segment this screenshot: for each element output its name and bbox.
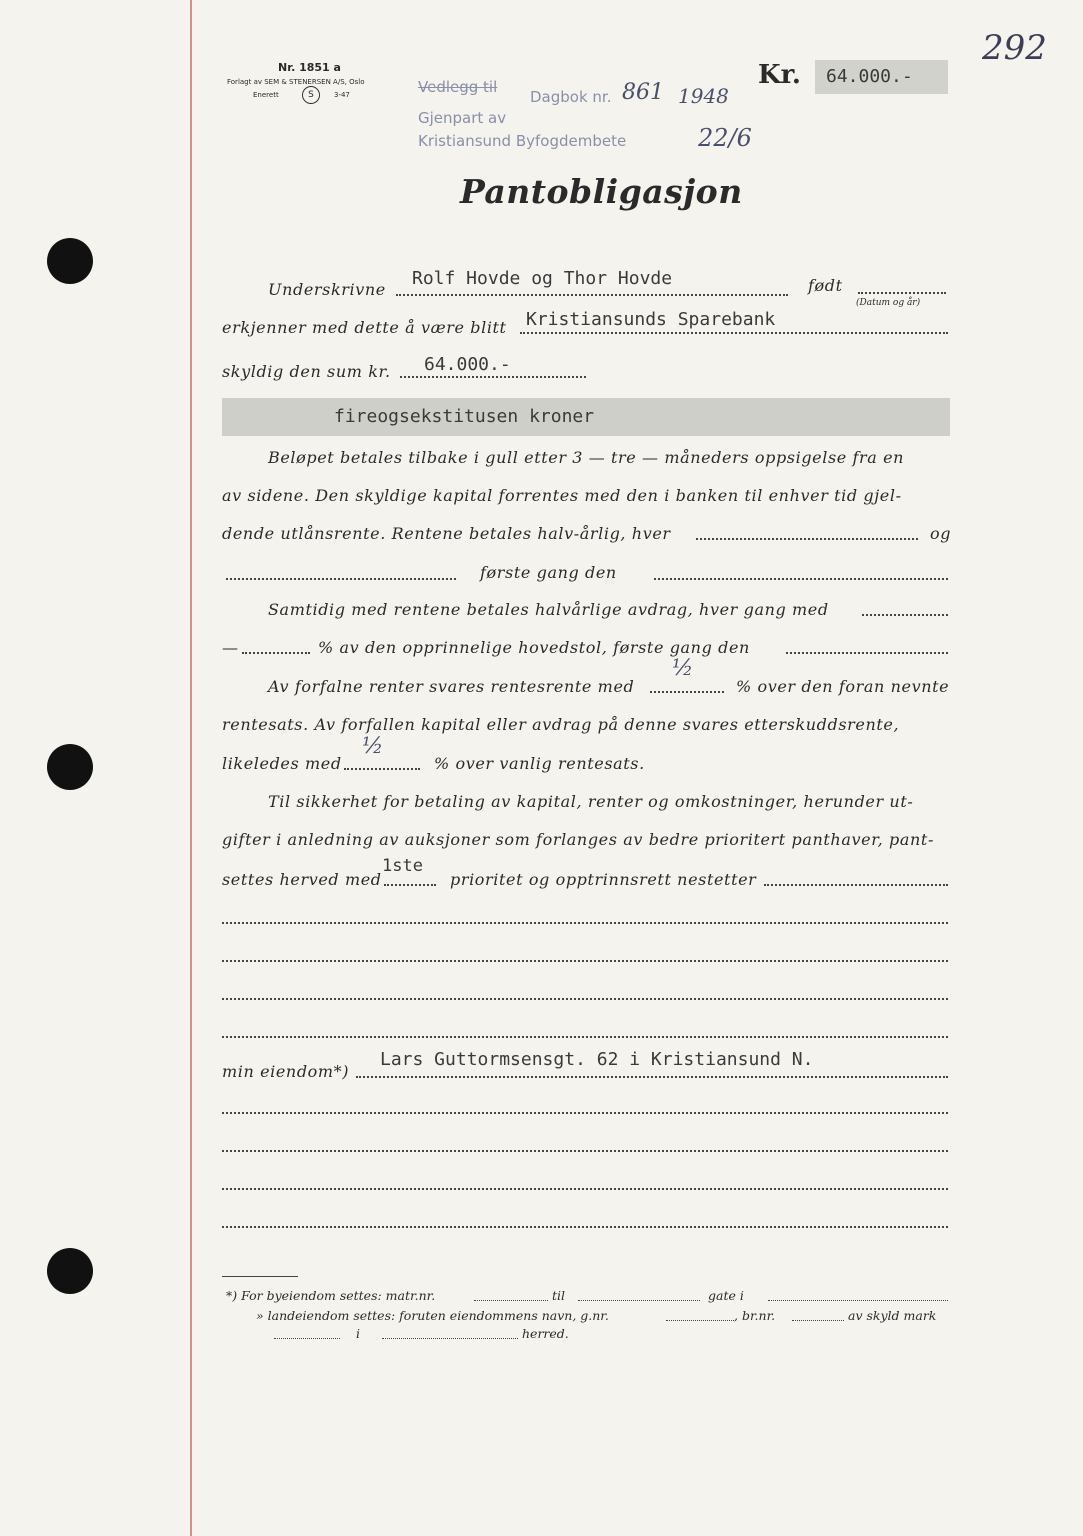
dotted-line [222,1226,948,1228]
dotted-line [222,1188,948,1190]
publisher-logo-icon: S [302,86,320,104]
dotted-line [222,922,948,924]
dotted-line [222,998,948,1000]
footnote-l1a: *) For byeiendom settes: matr.nr. [226,1288,436,1303]
debtor-names: Rolf Hovde og Thor Hovde [412,268,673,289]
footnote-l1b: til [552,1288,566,1303]
dotted-line [222,1150,948,1152]
p3-line2: rentesats. Av forfallen kapital eller avdrag på denne svares etterskuddsrente, [222,715,900,734]
kr-label: Kr. [758,60,801,90]
dotted-line [222,1112,948,1114]
document-title: Pantobligasjon [460,172,743,211]
dotted-line [242,652,310,654]
dotted-line [396,294,788,296]
footnote-l2b: , br.nr. [734,1308,776,1323]
page-number: 292 [982,28,1047,68]
dotted-line [862,614,948,616]
dotted-line [696,538,918,540]
margin-rule [190,0,192,1536]
stamp-date: 22/6 [698,124,752,152]
stamp-vedlegg: Vedlegg til [418,78,498,96]
dotted-line [344,768,420,770]
p1-line4: første gang den [480,563,617,582]
stamp-dagbok-label: Dagbok nr. [530,88,612,106]
dotted-line [520,332,948,334]
p4-line1: Til sikkerhet for betaling av kapital, renter og omkostninger, herunder ut- [268,792,914,811]
dotted-line [222,1036,948,1038]
p4-line3: settes herved med [222,870,382,889]
publisher-enerett: Enerett [253,91,279,99]
p2-dash: — [222,638,239,657]
dotted-line [650,691,724,693]
p3-line3-end: % over vanlig rentesats. [434,754,645,773]
etterskudd-fraction: ½ [362,734,384,759]
priority-value: 1ste [382,856,423,876]
dotted-line [654,578,948,580]
rentesrente-fraction: ½ [672,656,694,681]
p3-line1-end: % over den foran nevnte [736,677,950,696]
p3-line3: likeledes med [222,754,342,773]
footnote-l3a: i [356,1326,360,1341]
dotted-line [384,884,436,886]
dotted-line [356,1076,948,1078]
p1-line1: Beløpet betales tilbake i gull etter 3 — tre — måneders oppsigelse fra en [268,448,905,467]
form-number: Nr. 1851 a [278,61,341,74]
sum-value: 64.000.- [424,354,511,375]
punch-hole-bottom [47,1248,93,1294]
dotted-line [400,376,586,378]
footnote-l1c: gate i [708,1288,744,1303]
dotted-line [792,1320,844,1321]
punch-hole-top [47,238,93,284]
property-address: Lars Guttormsensgt. 62 i Kristiansund N. [380,1049,814,1070]
footnote-rule [222,1276,298,1277]
creditor-name: Kristiansunds Sparebank [526,309,776,330]
p3-line1: Av forfalne renter svares rentesrente med [268,677,635,696]
dotted-line [474,1300,548,1301]
p4-line3-end: prioritet og opptrinnsrett nestetter [450,870,757,889]
fodt-label: født [808,276,843,295]
footnote-l3b: herred. [522,1326,569,1341]
eiendom-label: min eiendom*) [222,1062,350,1081]
punch-hole-middle [47,744,93,790]
dotted-line [382,1338,518,1339]
underskrivne-label: Underskrivne [268,280,386,299]
dotted-line [274,1338,340,1339]
datum-note: (Datum og år) [856,298,921,308]
publisher-code: 3-47 [334,91,350,99]
dotted-line [666,1320,734,1321]
dotted-line [768,1300,948,1301]
amount-value: 64.000.- [826,66,913,87]
p1-og: og [930,524,952,543]
publisher-line: Forlagt av SEM & STENERSEN A/S, Oslo [227,78,365,86]
p1-line3: dende utlånsrente. Rentene betales halv-årlig, hver [222,524,671,543]
dotted-line [786,652,948,654]
p2-line2: % av den opprinnelige hovedstol, første gang den [318,638,750,657]
dotted-line [222,960,948,962]
dagbok-year: 1948 [678,84,729,108]
erkjenner-label: erkjenner med dette å være blitt [222,318,507,337]
dotted-line [226,578,456,580]
dotted-line [764,884,948,886]
stamp-gjenpart: Gjenpart av [418,109,507,127]
footnote-l2c: av skyld mark [848,1308,937,1323]
skyldig-label: skyldig den sum kr. [222,362,391,381]
dotted-line [858,292,946,294]
p2-line1: Samtidig med rentene betales halvårlige avdrag, hver gang med [268,600,829,619]
footnote-l2a: » landeiendom settes: foruten eiendommens navn, g.nr. [256,1308,609,1323]
p1-line2: av sidene. Den skyldige kapital forrentes med den i banken til enhver tid gjel- [222,486,902,505]
dotted-line [578,1300,700,1301]
stamp-office: Kristiansund Byfogdembete [418,132,627,150]
p4-line2: gifter i anledning av auksjoner som forlanges av bedre prioritert panthaver, pant- [222,830,934,849]
sum-in-words: fireogsekstitusen kroner [334,406,595,427]
dagbok-number: 861 [622,80,664,105]
